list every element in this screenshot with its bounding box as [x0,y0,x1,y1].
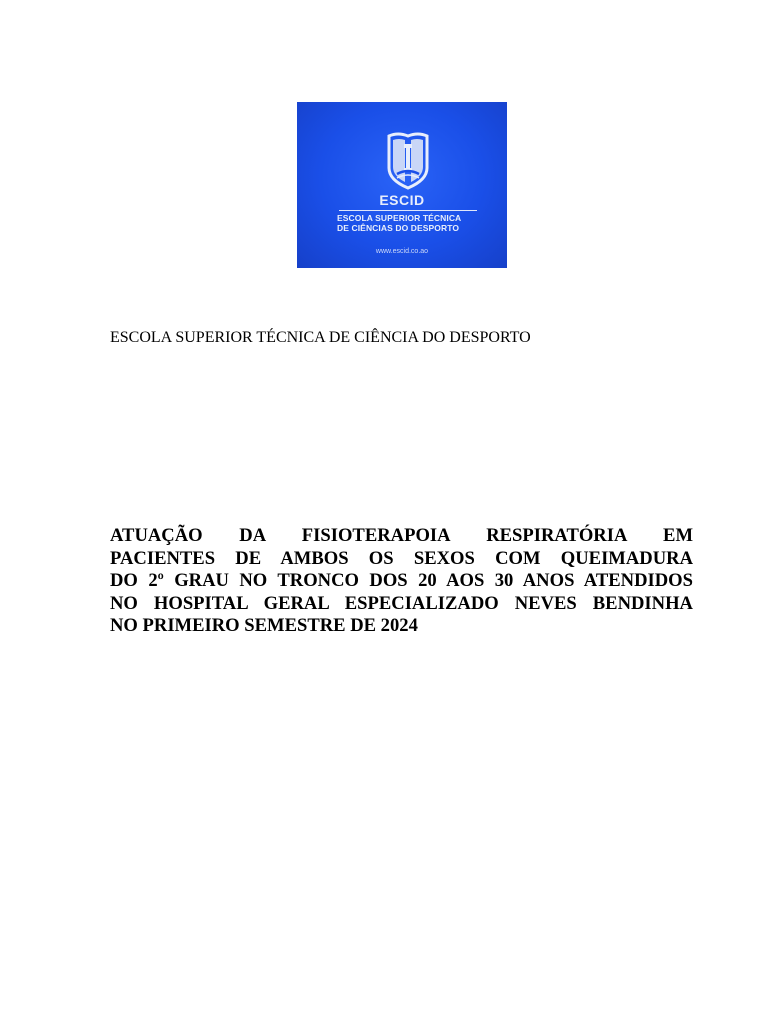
logo-website: www.escid.co.ao [375,248,429,255]
thesis-title [110,525,693,638]
institution-logo [297,102,507,268]
thesis-title-line: PACIENTES DE AMBOS OS SEXOS COM QUEIMADURA [110,547,693,569]
escid-emblem-icon [385,130,431,192]
logo-name-line: ESCOLA SUPERIOR TÉCNICA [337,213,462,223]
thesis-title-line: NO HOSPITAL GERAL ESPECIALIZADO NEVES BENDINHA [110,592,693,614]
logo-acronym: ESCID [379,192,425,208]
logo-divider [339,210,477,211]
thesis-title-line: ATUAÇÃO DA FISIOTERAPOIA RESPIRATÓRIA EM [110,525,693,546]
thesis-title-line: DO 2º GRAU NO TRONCO DOS 20 AOS 30 ANOS ATENDIDOS [110,570,693,591]
logo-name-line: DE CIÊNCIAS DO DESPORTO [337,223,460,233]
logo-institution-name [337,213,487,233]
school-name: ESCOLA SUPERIOR TÉCNICA DE CIÊNCIA DO DESPORTO [110,329,531,346]
thesis-title-line: NO PRIMEIRO SEMESTRE DE 2024 [110,615,418,636]
